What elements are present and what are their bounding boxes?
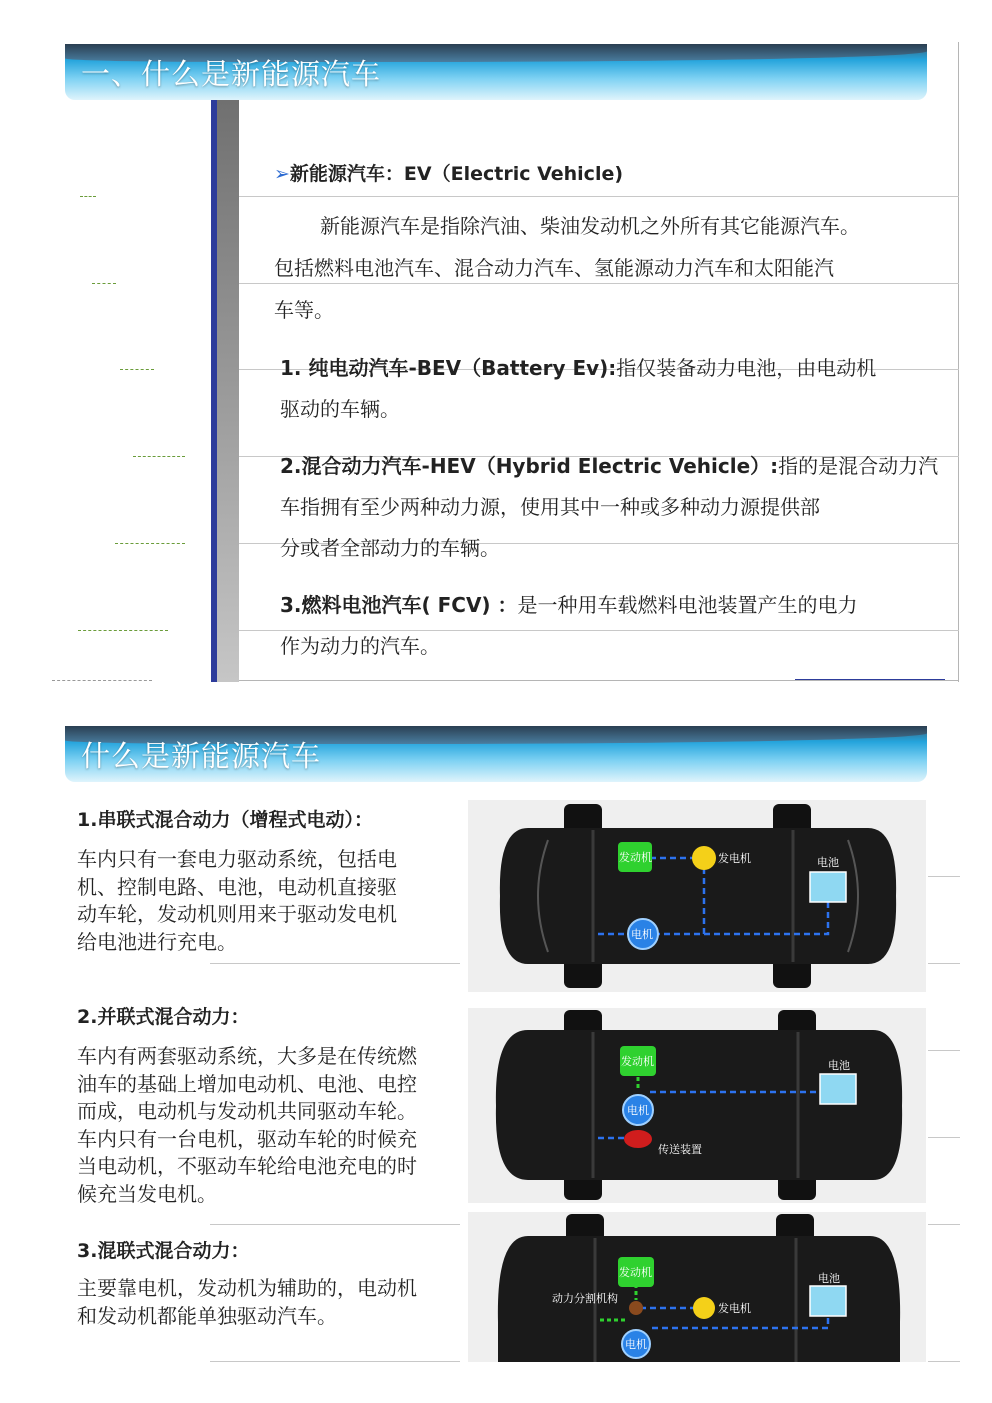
item2-text: 指的是混合动力汽	[778, 454, 939, 478]
section1-line: 机、控制电路、电池，电动机直接驱	[77, 874, 397, 899]
battery-icon	[810, 1286, 846, 1316]
deco-dash	[115, 543, 185, 544]
section2-line: 车内只有一台电机，驱动车轮的时候充	[77, 1126, 417, 1151]
item2-line3: 分或者全部动力的车辆。	[280, 536, 500, 560]
rule	[928, 1361, 960, 1362]
item3-line2: 作为动力的汽车。	[280, 634, 440, 658]
rule	[928, 963, 960, 964]
splitter-icon	[629, 1301, 643, 1315]
section1-line: 动车轮，发动机则用来于驱动发电机	[77, 902, 397, 926]
slide2-title: 什么是新能源汽车	[81, 739, 322, 773]
deco-dash	[78, 630, 168, 631]
section1-line: 车内只有一套电力驱动系统，包括电	[77, 847, 397, 871]
battery-label: 电池	[818, 1272, 840, 1285]
rule	[210, 1361, 460, 1362]
intro-line-3: 车等。	[274, 298, 334, 322]
deco-dash	[120, 369, 154, 370]
intro-line-1: 新能源汽车是指除汽油、柴油发动机之外所有其它能源汽车。	[320, 214, 860, 238]
battery-label: 电池	[817, 856, 839, 869]
item3-line1	[280, 585, 858, 626]
engine-label: 发动机	[621, 1055, 654, 1068]
deco-dash	[133, 456, 185, 457]
section1-heading: 1.串联式混合动力（增程式电动）：	[77, 809, 373, 831]
section1-line: 给电池进行充电。	[77, 929, 237, 954]
rule	[239, 196, 959, 197]
generator-label: 发电机	[718, 1302, 751, 1315]
splitter-label: 动力分割机构	[552, 1292, 618, 1305]
deco-dash	[52, 680, 152, 681]
rule	[928, 1224, 960, 1225]
item1-line1	[280, 348, 876, 389]
item2-line2: 车指拥有至少两种动力源，使用其中一种或多种动力源提供部	[280, 495, 820, 519]
mixed-hybrid-diagram	[468, 1212, 926, 1362]
generator-icon	[693, 1297, 715, 1319]
slide1-title-banner	[65, 44, 927, 100]
section2-line: 而成，电动机与发动机共同驱动车轮。	[77, 1099, 417, 1123]
rule	[928, 876, 960, 877]
car-body	[496, 1030, 902, 1180]
deco-dash	[92, 283, 116, 284]
engine-label: 发动机	[619, 1266, 652, 1279]
item1-text: 指仅装备动力电池，由电动机	[616, 356, 877, 380]
section2-body	[77, 1043, 417, 1208]
slide1-frame-right	[958, 42, 959, 682]
parallel-hybrid-diagram	[468, 1008, 926, 1203]
slide1-title: 一、什么是新能源汽车	[81, 57, 382, 91]
generator-icon	[692, 846, 716, 870]
section3-line: 和发动机都能单独驱动汽车。	[77, 1303, 337, 1328]
battery-icon	[810, 872, 846, 902]
section2-line: 油车的基础上增加电动机、电池、电控	[77, 1071, 417, 1096]
slide1-heading-text: 新能源汽车：EV（Electric Vehicle)	[289, 163, 624, 185]
section3-line: 主要靠电机，发动机为辅助的，电动机	[77, 1276, 417, 1300]
generator-label: 发电机	[718, 852, 751, 865]
rule	[210, 963, 460, 964]
section2-line: 候充当发电机。	[77, 1181, 217, 1206]
item3-bold: 3.燃料电池汽车( FCV) ：	[280, 593, 518, 617]
rule	[928, 1137, 960, 1138]
item1-line2: 驱动的车辆。	[280, 397, 400, 421]
parallel-hybrid-svg	[468, 1008, 926, 1203]
transmission-icon	[624, 1130, 652, 1148]
section2-heading: 2.并联式混合动力：	[77, 1006, 250, 1028]
slide1-grey-bar	[217, 100, 239, 682]
slide2-title-banner	[65, 726, 927, 782]
section3-body	[77, 1275, 417, 1330]
section2-line: 车内有两套驱动系统，大多是在传统燃	[77, 1044, 417, 1068]
item1-bold: 1. 纯电动汽车-BEV（Battery Ev):	[280, 356, 617, 380]
motor-label: 电机	[627, 1104, 649, 1117]
intro-line-2: 包括燃料电池汽车、混合动力汽车、氢能源动力汽车和太阳能汽	[274, 256, 834, 280]
section2-line: 当电动机，不驱动车轮给电池充电的时	[77, 1154, 417, 1178]
battery-icon	[820, 1074, 856, 1104]
item2-bold: 2.混合动力汽车-HEV（Hybrid Electric Vehicle）:	[280, 454, 779, 478]
transmission-label: 传送装置	[658, 1143, 702, 1156]
engine-label: 发动机	[619, 851, 652, 864]
item3-text: 是一种用车载燃料电池装置产生的电力	[517, 593, 858, 617]
battery-label: 电池	[828, 1059, 850, 1072]
motor-label: 电机	[631, 928, 653, 941]
rule-accent	[795, 679, 945, 680]
deco-dash	[80, 196, 96, 197]
section1-body	[77, 846, 397, 956]
slide1-heading	[274, 159, 623, 186]
arrow-bullet-icon: ➢	[274, 163, 290, 185]
series-hybrid-diagram	[468, 800, 926, 992]
section3-heading: 3.混联式混合动力：	[77, 1240, 250, 1262]
motor-label: 电机	[625, 1338, 647, 1351]
mixed-hybrid-svg	[468, 1212, 926, 1362]
item2-line1	[280, 446, 938, 487]
rule	[210, 1224, 460, 1225]
slide1-frame-bottom	[239, 680, 959, 681]
series-hybrid-svg	[468, 800, 926, 992]
rule	[928, 1050, 960, 1051]
